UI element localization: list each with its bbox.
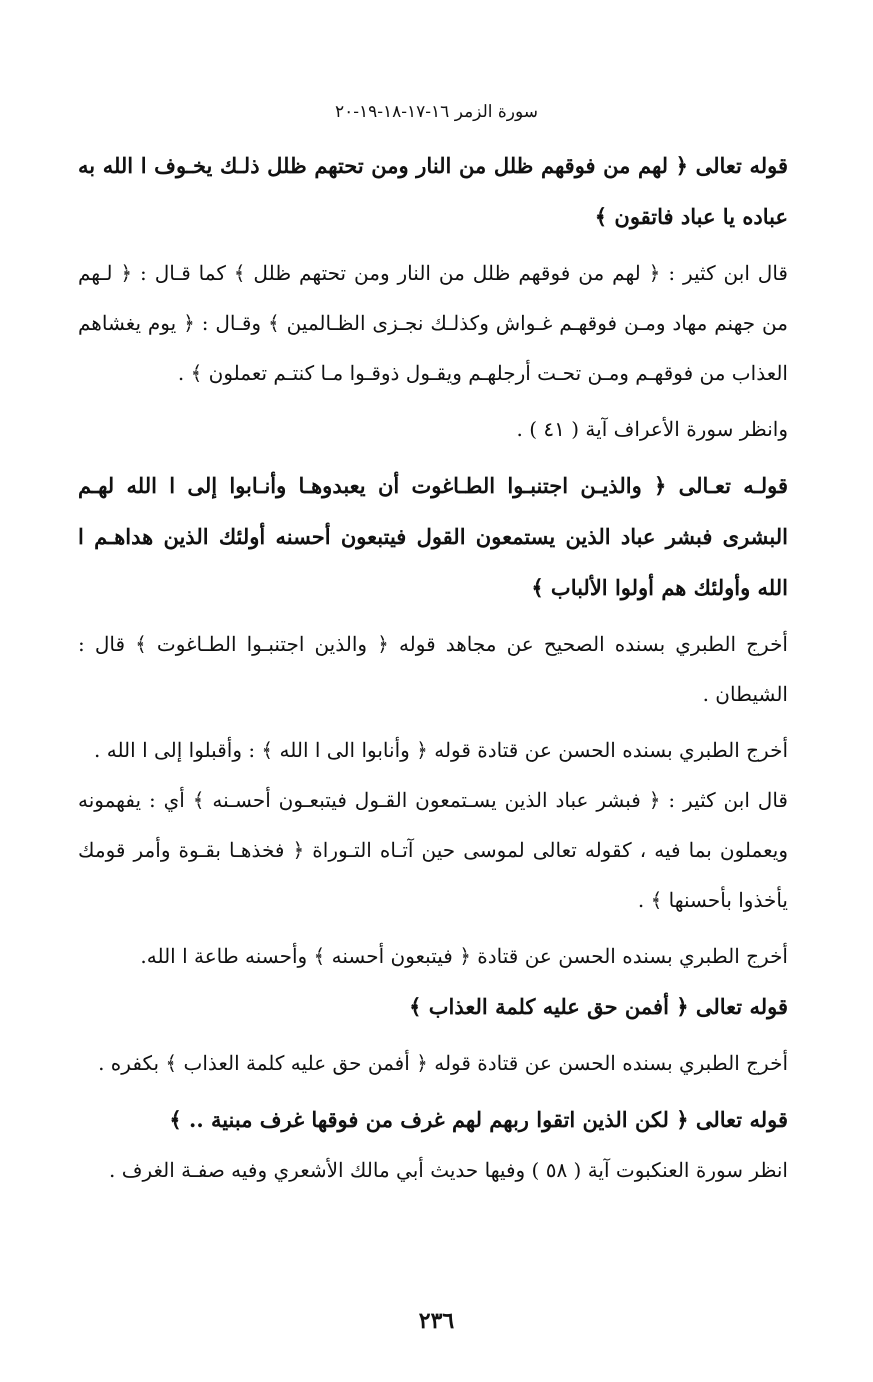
commentary-ibn-kathir-16: قال ابن كثير : ﴿ لهم من فوقهم ظلل من النار ومن تحتهم ظلل ﴾ كما قـال : ﴿ لـهم من جهنم مهاد ومـن فوقهـم غـواش وكذلـك نجـزى الظـالمين ﴾ وقـال : ﴿ يوم يغشاهم العذاب من فوقهـم ومـن تحـت أرجلهـم ويقـول ذوقـوا مـا كنتـم تعملون ﴾ . [78, 261, 788, 385]
heading-verse-16: قوله تعالى ﴿ لهم من فوقهم ظلل من النار ومن تحتهم ظلل ذلـك يخـوف ا الله به عباده يا عباد فاتقون ﴾ [78, 153, 788, 229]
running-header: سورة الزمر ١٦-١٧-١٨-١٩-٢٠ [334, 102, 539, 122]
heading-verse-19: قوله تعالى ﴿ أفمن حق عليه كلمة العذاب ﴾ [409, 994, 788, 1019]
page-body [78, 140, 788, 1195]
commentary-tabari-qatada-1: أخرج الطبري بسنده الحسن عن قتادة قوله ﴿ وأنابوا الى ا الله ﴾ : وأقبلوا إلى ا الله . [94, 738, 788, 762]
commentary-ibn-kathir-18: قال ابن كثير : ﴿ فبشر عباد الذين يسـتمعون القـول فيتبعـون أحسـنه ﴾ أي : يفهمونه ويعملون بما فيه ، كقوله تعالى لموسى حين آتـاه التـوراة ﴿ فخذهـا بقـوة وأمر قومك يأخذوا بأحسنها ﴾ . [78, 788, 788, 912]
reference-al-araf: وانظر سورة الأعراف آية ( ٤١ ) . [516, 417, 788, 441]
heading-verse-20: قوله تعالى ﴿ لكن الذين اتقوا ربهم لهم غرف من فوقها غرف مبنية .. ﴾ [169, 1107, 788, 1132]
heading-verse-17-18: قولـه تعـالى ﴿ والذيـن اجتنبـوا الطـاغوت أن يعبدوهـا وأنـابوا إلى ا الله لهـم البشرى فبشر عباد الذين يستمعون القول فيتبعون أحسنه أولئك الذين هداهـم ا الله وأولئك هم أولوا الألباب ﴾ [78, 473, 788, 600]
commentary-tabari-qatada-2: أخرج الطبري بسنده الحسن عن قتادة ﴿ فيتبعون أحسنه ﴾ وأحسنه طاعة ا الله. [140, 944, 788, 968]
commentary-tabari-qatada-3: أخرج الطبري بسنده الحسن عن قتادة قوله ﴿ أفمن حق عليه كلمة العذاب ﴾ بكفره . [98, 1051, 788, 1075]
reference-al-ankabut: انظر سورة العنكبوت آية ( ٥٨ ) وفيها حديث أبي مالك الأشعري وفيه صفـة الغرف . [109, 1158, 788, 1182]
page-number: ٢٣٦ [418, 1308, 455, 1334]
commentary-tabari-mujahid: أخرج الطبري بسنده الصحيح عن مجاهد قوله ﴿ والذين اجتنبـوا الطـاغوت ﴾ قال : الشيطان . [78, 632, 788, 706]
